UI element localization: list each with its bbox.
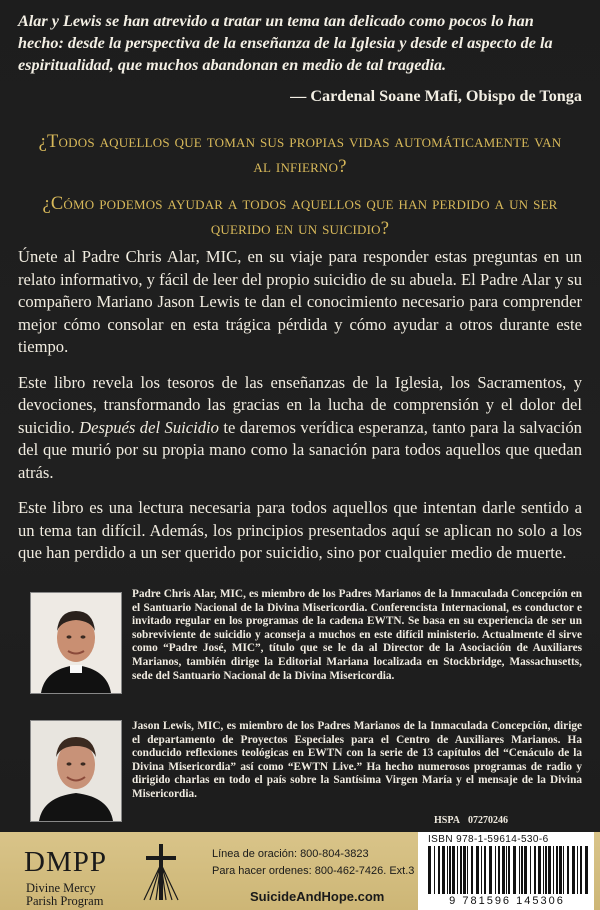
endorsement-quote: Alar y Lewis se han atrevido a tratar un tema tan delicado como pocos lo han hecho: desde la perspectiva de la enseñanza de la Iglesia y desde el aspecto de la espiritualidad, que muchos abandonan en medio de tal tragedia. [18, 12, 553, 74]
barcode-bar [481, 846, 482, 894]
barcode-bar [498, 846, 500, 894]
description [18, 246, 582, 578]
book-title-inline: Después del Suicidio [79, 417, 219, 437]
description-paragraph-1: Únete al Padre Chris Alar, MIC, en su viaje para responder estas preguntas en un relato informativo, y fácil de leer del propio suicidio de su abuela. El Padre Alar y su compañero Mariano Jason Lewis te dan el conocimiento necesario para comprender mejor cómo consolar en esta trágica pérdida y cómo ayudar a otros durante este tiempo. [18, 247, 582, 356]
barcode-bar [553, 846, 554, 894]
barcode-graphic [424, 846, 590, 894]
barcode-bar [567, 846, 569, 894]
author-bio-alar: Padre Chris Alar, MIC, es miembro de los Padres Marianos de la Inmaculada Concepción en el Santuario Nacional de la Divina Misericordia. Conferencista Internacional, es conductor e invitado regular en los programas de la cadena EWTN. Se basa en su experiencia de ser un sobreviviente de suicidio y aconseja a muchos en este difícil ministerio. Actualmente él sirve como “Padre José, MIC”, título que se le da al Director de la Asociación de Auxiliares Marianos, también dirige la Editorial Mariana localizada en Stockbridge, Massachusetts, sede del Santuario Nacional de la Divina Misericordia. [132, 588, 582, 682]
barcode-bar [447, 846, 448, 894]
isbn-barcode-box [418, 832, 594, 910]
barcode-bar [559, 846, 562, 894]
barcode-bar [513, 846, 516, 894]
divine-mercy-cross-icon [140, 842, 182, 902]
author-bio-lewis: Jason Lewis, MIC, es miembro de los Padres Marianos de la Inmaculada Concepción, dirige el departamento de Proyectos Especiales para el Centro de Auxiliares Marianos. Ha conducido reflexiones teológicas en EWTN con la serie de 13 capítulos del “Cenáculo de la Divina Misericordia” así como “EWTN Live.” Ha hecho numerosos programas de radio y dirigido charlas en todo el país sobre la Santísima Virgen María y el mensaje de la Divina Misericordia. [132, 720, 582, 800]
barcode-bar [449, 846, 451, 894]
barcode-bar [489, 846, 492, 894]
barcode-bar [545, 846, 547, 894]
barcode-bar [508, 846, 510, 894]
logo-line-1: Divine Mercy [26, 881, 96, 895]
barcode-bar [484, 846, 486, 894]
barcode-bar [460, 846, 462, 894]
barcode-bar [502, 846, 505, 894]
barcode-bar [524, 846, 527, 894]
barcode-bar [530, 846, 531, 894]
question-1: ¿Todos aquellos que toman sus propias vidas automáticamente van al infierno? [38, 132, 562, 177]
endorsement-attribution: — Cardenal Soane Mafi, Obispo de Tonga [290, 87, 582, 105]
barcode-bar [538, 846, 541, 894]
barcode-bar [457, 846, 458, 894]
description-paragraph-3: Este libro es una lectura necesaria para todos aquellos que intentan darle sentido a un tema tan difícil. Además, los principios presentados aquí se aplican no solo a los que han perdido a un ser querido por suicidio, sino por cualquier medio de muerte. [18, 498, 582, 562]
barcode-bar [585, 846, 588, 894]
author-photo-alar [30, 592, 122, 694]
barcode-bar [506, 846, 507, 894]
barcode-bar [476, 846, 479, 894]
barcode-bar [572, 846, 575, 894]
barcode-bar [519, 846, 520, 894]
description-paragraph-2 [18, 372, 582, 485]
barcode-bar [463, 846, 466, 894]
isbn-digits: 9 781596 145306 [449, 895, 565, 907]
barcode-bar [556, 846, 558, 894]
barcode-bar [563, 846, 564, 894]
barcode-bar [577, 846, 578, 894]
barcode-bar [495, 846, 496, 894]
website: SuicideAndHope.com [250, 889, 385, 904]
hspa-code [434, 815, 508, 826]
prayer-line: Línea de oración: 800-804-3823 [212, 848, 369, 860]
barcode-bar [548, 846, 551, 894]
hspa-label: HSPA [434, 815, 460, 826]
barcode-bar [580, 846, 582, 894]
p2-text-before: Este libro revela los tesoros de las enseñanzas de la Iglesia, los Sacramentos, y devociones, transformando las gracias en la lucha de comprensión y el dolor del suicidio. [18, 372, 582, 437]
barcode-bar [467, 846, 468, 894]
question-2: ¿Cómo podemos ayudar a todos aquellos que han perdido a un ser querido en un suicidio? [42, 194, 558, 239]
questions-block [30, 130, 570, 254]
logo-line-2: Parish Program [26, 894, 104, 908]
barcode-bar [471, 846, 473, 894]
barcode-bar [428, 846, 431, 894]
barcode-bar [438, 846, 440, 894]
barcode-bar [521, 846, 523, 894]
isbn-label: ISBN 978-1-59614-530-6 [428, 834, 549, 845]
barcode-bar [534, 846, 536, 894]
p2-text-after: te daremos verídica esperanza, tanto para la salvación del que murió por su propia mano como la sanación para todos aquellos que quedan atrás. [18, 417, 582, 482]
barcode-bar [452, 846, 455, 894]
barcode-bar [543, 846, 544, 894]
dmpp-logo-text: DMPP [24, 846, 107, 878]
order-line: Para hacer ordenes: 800-462-7426. Ext.3 [212, 865, 415, 877]
barcode-bar [442, 846, 445, 894]
barcode-bar [434, 846, 435, 894]
author-photo-lewis [30, 720, 122, 822]
hspa-number: 07270246 [467, 815, 508, 826]
